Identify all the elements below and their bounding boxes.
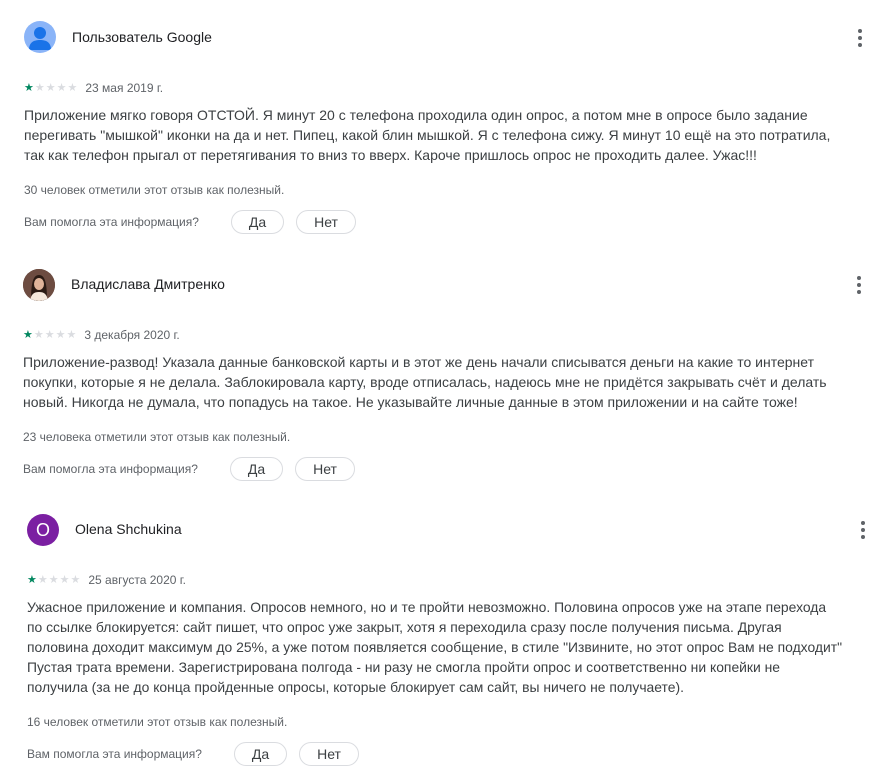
review-text bbox=[27, 597, 882, 697]
star-icon: ★ bbox=[24, 81, 34, 94]
helpful-count: 23 человека отметили этот отзыв как полезный. bbox=[23, 430, 291, 444]
star-icon: ★ bbox=[34, 81, 45, 94]
avatar bbox=[24, 21, 56, 53]
star-icon: ★ bbox=[67, 81, 78, 94]
review-date: 3 декабря 2020 г. bbox=[84, 328, 180, 342]
star-rating bbox=[24, 83, 77, 94]
review-rating bbox=[23, 328, 180, 342]
yes-button[interactable]: Да bbox=[230, 457, 283, 481]
helpful-count: 30 человек отметили этот отзыв как полезный. bbox=[24, 183, 285, 197]
review-text-line: по ссылке блокируется: сайт пишет, что опрос уже закрыт, хотя я переходила сразу после получения письма. Другая bbox=[27, 619, 782, 635]
review-text-line: Приложение-развод! Указала данные банковской карты и в этот же день начали списыватся деньги на какие то интернет bbox=[23, 354, 815, 370]
avatar bbox=[23, 269, 55, 301]
review-author: Владислава Дмитренко bbox=[71, 276, 225, 292]
review-text bbox=[23, 352, 878, 412]
yes-button[interactable]: Да bbox=[231, 210, 284, 234]
review-text-line: новый. Никогда не думала, что попадусь на такое. Не указывайте личные данные в этом приложении и на сайте тоже! bbox=[23, 394, 798, 410]
review-date: 23 мая 2019 г. bbox=[85, 81, 164, 95]
star-icon: ★ bbox=[70, 573, 81, 586]
no-button[interactable]: Нет bbox=[296, 210, 356, 234]
star-icon: ★ bbox=[37, 573, 48, 586]
review-text-line: перегивать "мышкой" иконки на да и нет. Пипец, какой блин мышкой. Я с телефона сижу. Я минут 10 ещё на это потратила, bbox=[24, 127, 831, 143]
star-icon: ★ bbox=[66, 328, 77, 341]
review-text bbox=[24, 105, 879, 165]
more-options-icon[interactable] bbox=[848, 26, 872, 50]
review-text-line: половина доходит максимум до 25%, а уже потом появляется сообщение, в стиле "Извините, но этот опрос Вам не подходит" bbox=[27, 639, 843, 655]
star-icon: ★ bbox=[23, 328, 33, 341]
review-rating bbox=[27, 573, 186, 587]
star-rating bbox=[27, 575, 80, 586]
more-options-icon[interactable] bbox=[847, 273, 871, 297]
person-icon bbox=[24, 21, 56, 53]
helpful-count: 16 человек отметили этот отзыв как полезный. bbox=[27, 715, 288, 729]
star-icon: ★ bbox=[44, 328, 55, 341]
review-author: Olena Shchukina bbox=[75, 521, 182, 537]
review-text-line: покупки, которые я не делала. Заблокировала карту, вроде отписалась, надеюсь мне не придётся закрывать счёт и делать bbox=[23, 374, 827, 390]
star-icon: ★ bbox=[33, 328, 44, 341]
review-author: Пользователь Google bbox=[72, 29, 212, 45]
star-rating bbox=[23, 330, 76, 341]
review-text-line: получила (за не до конца пройденные опросы, которые блокирует сам сайт, вы ничего не получаете). bbox=[27, 679, 684, 695]
review-text-line: так как телефон прыгал от перетягивания то вниз то вверх. Кароче пришлось опрос не проходить далее. Ужас!!! bbox=[24, 147, 757, 163]
no-button[interactable]: Нет bbox=[299, 742, 359, 766]
star-icon: ★ bbox=[27, 573, 37, 586]
helpful-question: Вам помогла эта информация? bbox=[24, 215, 199, 229]
helpful-question: Вам помогла эта информация? bbox=[23, 462, 198, 476]
avatar-letter: O bbox=[35, 519, 50, 540]
review-rating bbox=[24, 81, 163, 95]
review-text-line: Приложение мягко говоря ОТСТОЙ. Я минут 20 с телефона проходила один опрос, а потом мне в опросе было задание bbox=[24, 107, 808, 123]
more-options-icon[interactable] bbox=[851, 518, 875, 542]
star-icon: ★ bbox=[59, 573, 70, 586]
user-photo-icon bbox=[23, 269, 55, 301]
star-icon: ★ bbox=[55, 328, 66, 341]
yes-button[interactable]: Да bbox=[234, 742, 287, 766]
star-icon: ★ bbox=[48, 573, 59, 586]
review-date: 25 августа 2020 г. bbox=[88, 573, 186, 587]
review-text-line: Ужасное приложение и компания. Опросов немного, но и те пройти невозможно. Половина опросов уже на этапе перехода bbox=[27, 599, 827, 615]
helpful-question: Вам помогла эта информация? bbox=[27, 747, 202, 761]
review-text-line: Пустая трата времени. Зарегистрирована полгода - ни разу не смогла пройти опрос и соответственно ни копейки не bbox=[27, 659, 781, 675]
star-icon: ★ bbox=[56, 81, 67, 94]
no-button[interactable]: Нет bbox=[295, 457, 355, 481]
star-icon: ★ bbox=[45, 81, 56, 94]
avatar bbox=[27, 514, 59, 546]
